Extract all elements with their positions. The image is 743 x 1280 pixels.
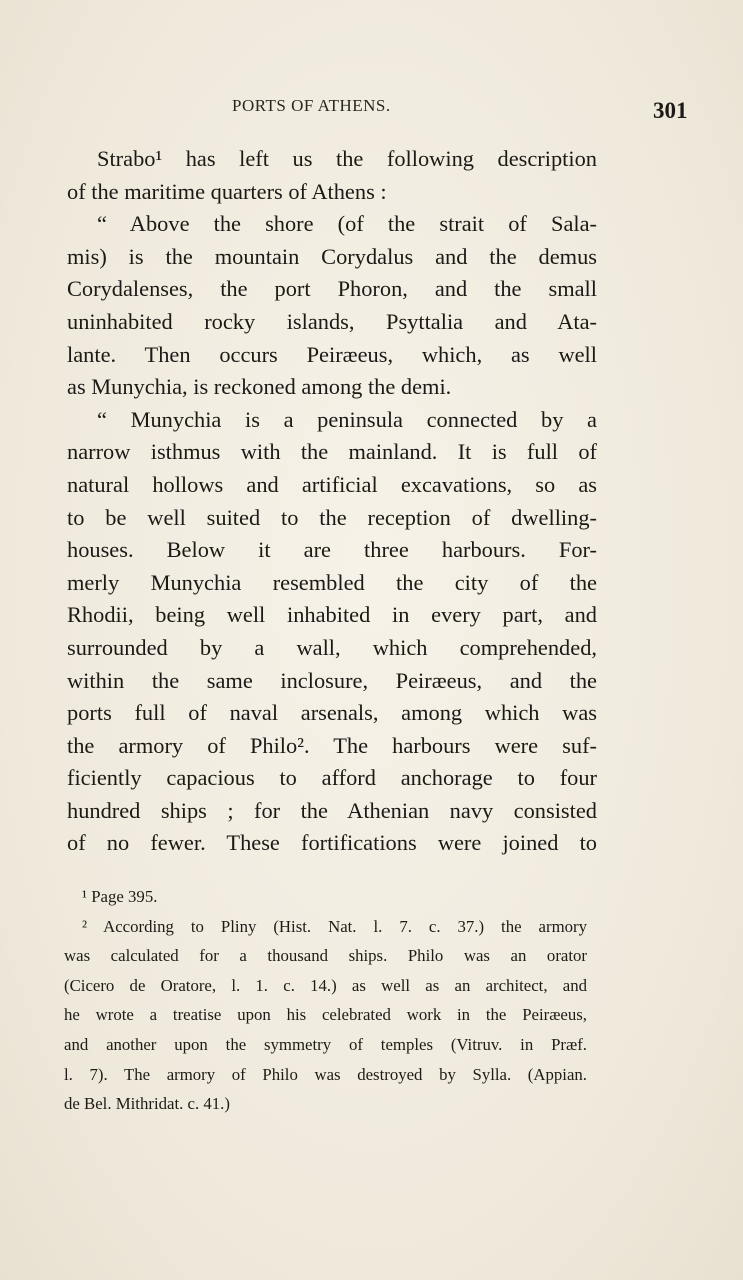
footnote-line: was calculated for a thousand ships. Philo was an orator [64,946,587,966]
body-line: Strabo¹ has left us the following description [97,146,597,171]
body-line: “ Munychia is a peninsula connected by a [97,406,597,432]
body-line: within the same inclosure, Peiræeus, and the [67,667,597,693]
body-line: of the maritime quarters of Athens : [67,178,387,204]
body-line: ports full of naval arsenals, among which was [67,700,597,726]
footnote-line: ¹ Page 395. [82,887,158,906]
footnote-line: ² According to Pliny (Hist. Nat. l. 7. c. 37.) the armory [82,916,587,936]
footnote-line: (Cicero de Oratore, l. 1. c. 14.) as well as an architect, and [64,975,587,995]
running-head: PORTS OF ATHENS. [232,96,391,115]
body-line: Corydalenses, the port Phoron, and the small [67,276,597,302]
body-line: as Munychia, is reckoned among the demi. [67,374,452,400]
body-line: houses. Below it are three harbours. For- [67,537,597,563]
footnote-line: he wrote a treatise upon his celebrated work in the Peiræeus, [64,1005,587,1025]
footnote-line: l. 7). The armory of Philo was destroyed by Sylla. (Appian. [64,1064,587,1084]
body-line: narrow isthmus with the mainland. It is full of [67,439,597,465]
footnotes [64,882,587,1119]
page-number: 301 [653,98,688,123]
body-line: hundred ships ; for the Athenian navy consisted [67,797,597,823]
body-line: ficiently capacious to afford anchorage to four [67,765,597,791]
body-line: to be well suited to the reception of dwelling- [67,504,597,530]
body-line: Rhodii, being well inhabited in every part, and [67,602,597,628]
footnote-line: and another upon the symmetry of temples (Vitruv. in Præf. [64,1034,587,1054]
footnote-line: de Bel. Mithridat. c. 41.) [64,1094,230,1114]
body-line: natural hollows and artificial excavations, so as [67,471,597,497]
body-line: uninhabited rocky islands, Psyttalia and Ata- [67,308,597,334]
body-line: surrounded by a wall, which comprehended, [67,634,597,660]
body-line: the armory of Philo². The harbours were suf- [67,732,597,758]
body-line: “ Above the shore (of the strait of Sala- [97,211,597,237]
body-text [67,143,597,860]
body-line: merly Munychia resembled the city of the [67,569,597,595]
body-line: lante. Then occurs Peiræeus, which, as well [67,341,597,367]
body-line: mis) is the mountain Corydalus and the demus [67,243,597,269]
body-line: of no fewer. These fortifications were joined to [67,830,597,856]
